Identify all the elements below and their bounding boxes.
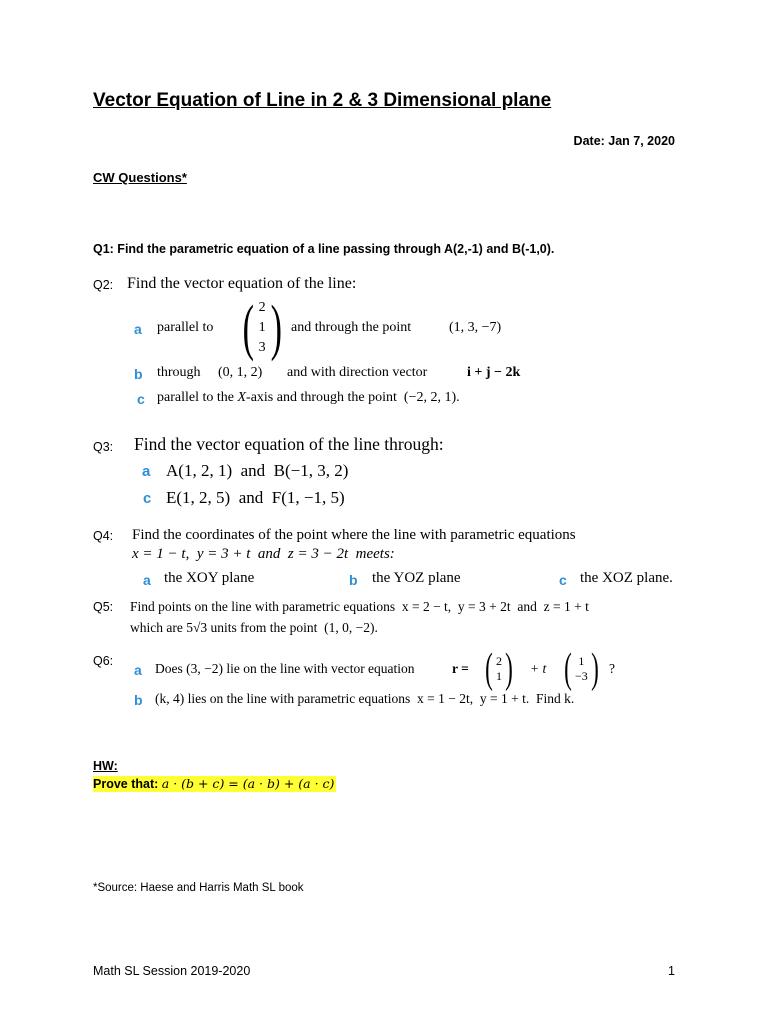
hw-statement — [93, 776, 336, 792]
q2-c-axis: X — [237, 390, 247, 405]
hw-formula: a · (b + c) = (a · b) + (a · c) — [161, 776, 335, 791]
q2-b-point: (0, 1, 2) — [218, 365, 263, 380]
q2-a-vector-y: 1 — [258, 320, 266, 335]
q2-text: Find the vector equation of the line: — [127, 275, 357, 292]
q2-label: Q2: — [93, 278, 114, 292]
q2-a-vector-x: 2 — [258, 300, 266, 315]
q2-c-text1: parallel to the — [157, 390, 234, 405]
q2-b-letter: b — [134, 366, 143, 382]
page-number: 1 — [668, 964, 675, 978]
q2-b-vector: i + j − 2k — [467, 365, 521, 380]
q2-a-vector-z: 3 — [258, 340, 266, 355]
hw-label: HW: — [93, 759, 118, 773]
q2-c-point: (−2, 2, 1). — [403, 390, 460, 405]
q6-b-letter: b — [134, 692, 143, 708]
q2-a-text2: and through the point — [291, 320, 412, 335]
hw-prefix: Prove that: — [93, 777, 162, 791]
q2-a-point: (1, 3, −7) — [449, 320, 502, 335]
q6-a-vector2-y: −3 — [575, 669, 588, 683]
page-title: Vector Equation of Line in 2 & 3 Dimensional plane — [93, 90, 552, 111]
q4-line2: x = 1 − t, y = 3 + t and z = 3 − 2t meets: — [132, 546, 395, 562]
q6-a-question-mark: ? — [609, 661, 615, 676]
q2-a-text1: parallel to — [157, 320, 214, 335]
q2-c-text2: -axis and through the point — [246, 390, 397, 405]
q6-a-vector1-y: 1 — [496, 669, 502, 683]
q4-a-text: the XOY plane — [164, 570, 255, 586]
q6-label: Q6: — [93, 654, 114, 668]
date-label: Date: Jan 7, 2020 — [573, 134, 675, 148]
q6-a-vector2: ( 1 −3 ) — [564, 646, 599, 692]
q4-label: Q4: — [93, 529, 114, 543]
q5-label: Q5: — [93, 600, 114, 614]
q3-a-letter: a — [142, 463, 151, 480]
q2-a-vector: ( 2 1 3 ) — [242, 294, 282, 362]
q6-a-vector1-x: 2 — [496, 654, 502, 668]
footer-session: Math SL Session 2019-2020 — [93, 964, 251, 978]
q2-c-letter: c — [137, 391, 145, 407]
source-note: *Source: Haese and Harris Math SL book — [93, 882, 304, 894]
question-1: Q1: Find the parametric equation of a line passing through A(2,-1) and B(-1,0). — [93, 242, 555, 256]
q6-a-text1: Does (3, −2) lie on the line with vector equation — [155, 661, 415, 676]
q6-a-vector1: ( 2 1 ) — [485, 646, 513, 692]
q6-b-text: (k, 4) lies on the line with parametric equations x = 1 − 2t, y = 1 + t. Find k. — [155, 691, 575, 706]
q5-line1: Find points on the line with parametric equations x = 2 − t, y = 3 + 2t and z = 1 + t — [130, 599, 589, 614]
q3-c-letter: c — [143, 490, 152, 507]
cw-heading: CW Questions* — [93, 170, 187, 185]
q5-line2: which are 5√3 units from the point (1, 0, −2). — [130, 620, 378, 635]
q6-a-vector2-x: 1 — [578, 654, 585, 668]
q4-line1: Find the coordinates of the point where the line with parametric equations — [132, 527, 576, 543]
q4-a-letter: a — [143, 572, 151, 588]
q2-c-line — [157, 390, 460, 406]
q6-a-letter: a — [134, 662, 142, 678]
q4-c-text: the XOZ plane. — [580, 570, 673, 586]
q4-b-letter: b — [349, 572, 358, 588]
q2-a-letter: a — [134, 321, 142, 337]
q2-b-text2: and with direction vector — [287, 365, 428, 380]
q2-b-text1: through — [157, 365, 201, 380]
q6-a-r: r = — [452, 661, 469, 676]
q3-a-text: A(1, 2, 1) and B(−1, 3, 2) — [166, 461, 349, 480]
q3-text: Find the vector equation of the line through: — [134, 434, 444, 454]
q6-a-plus: + t — [530, 661, 547, 676]
q4-b-text: the YOZ plane — [372, 570, 461, 586]
q3-label: Q3: — [93, 440, 114, 454]
q3-c-text: E(1, 2, 5) and F(1, −1, 5) — [166, 488, 345, 507]
q4-c-letter: c — [559, 572, 567, 588]
